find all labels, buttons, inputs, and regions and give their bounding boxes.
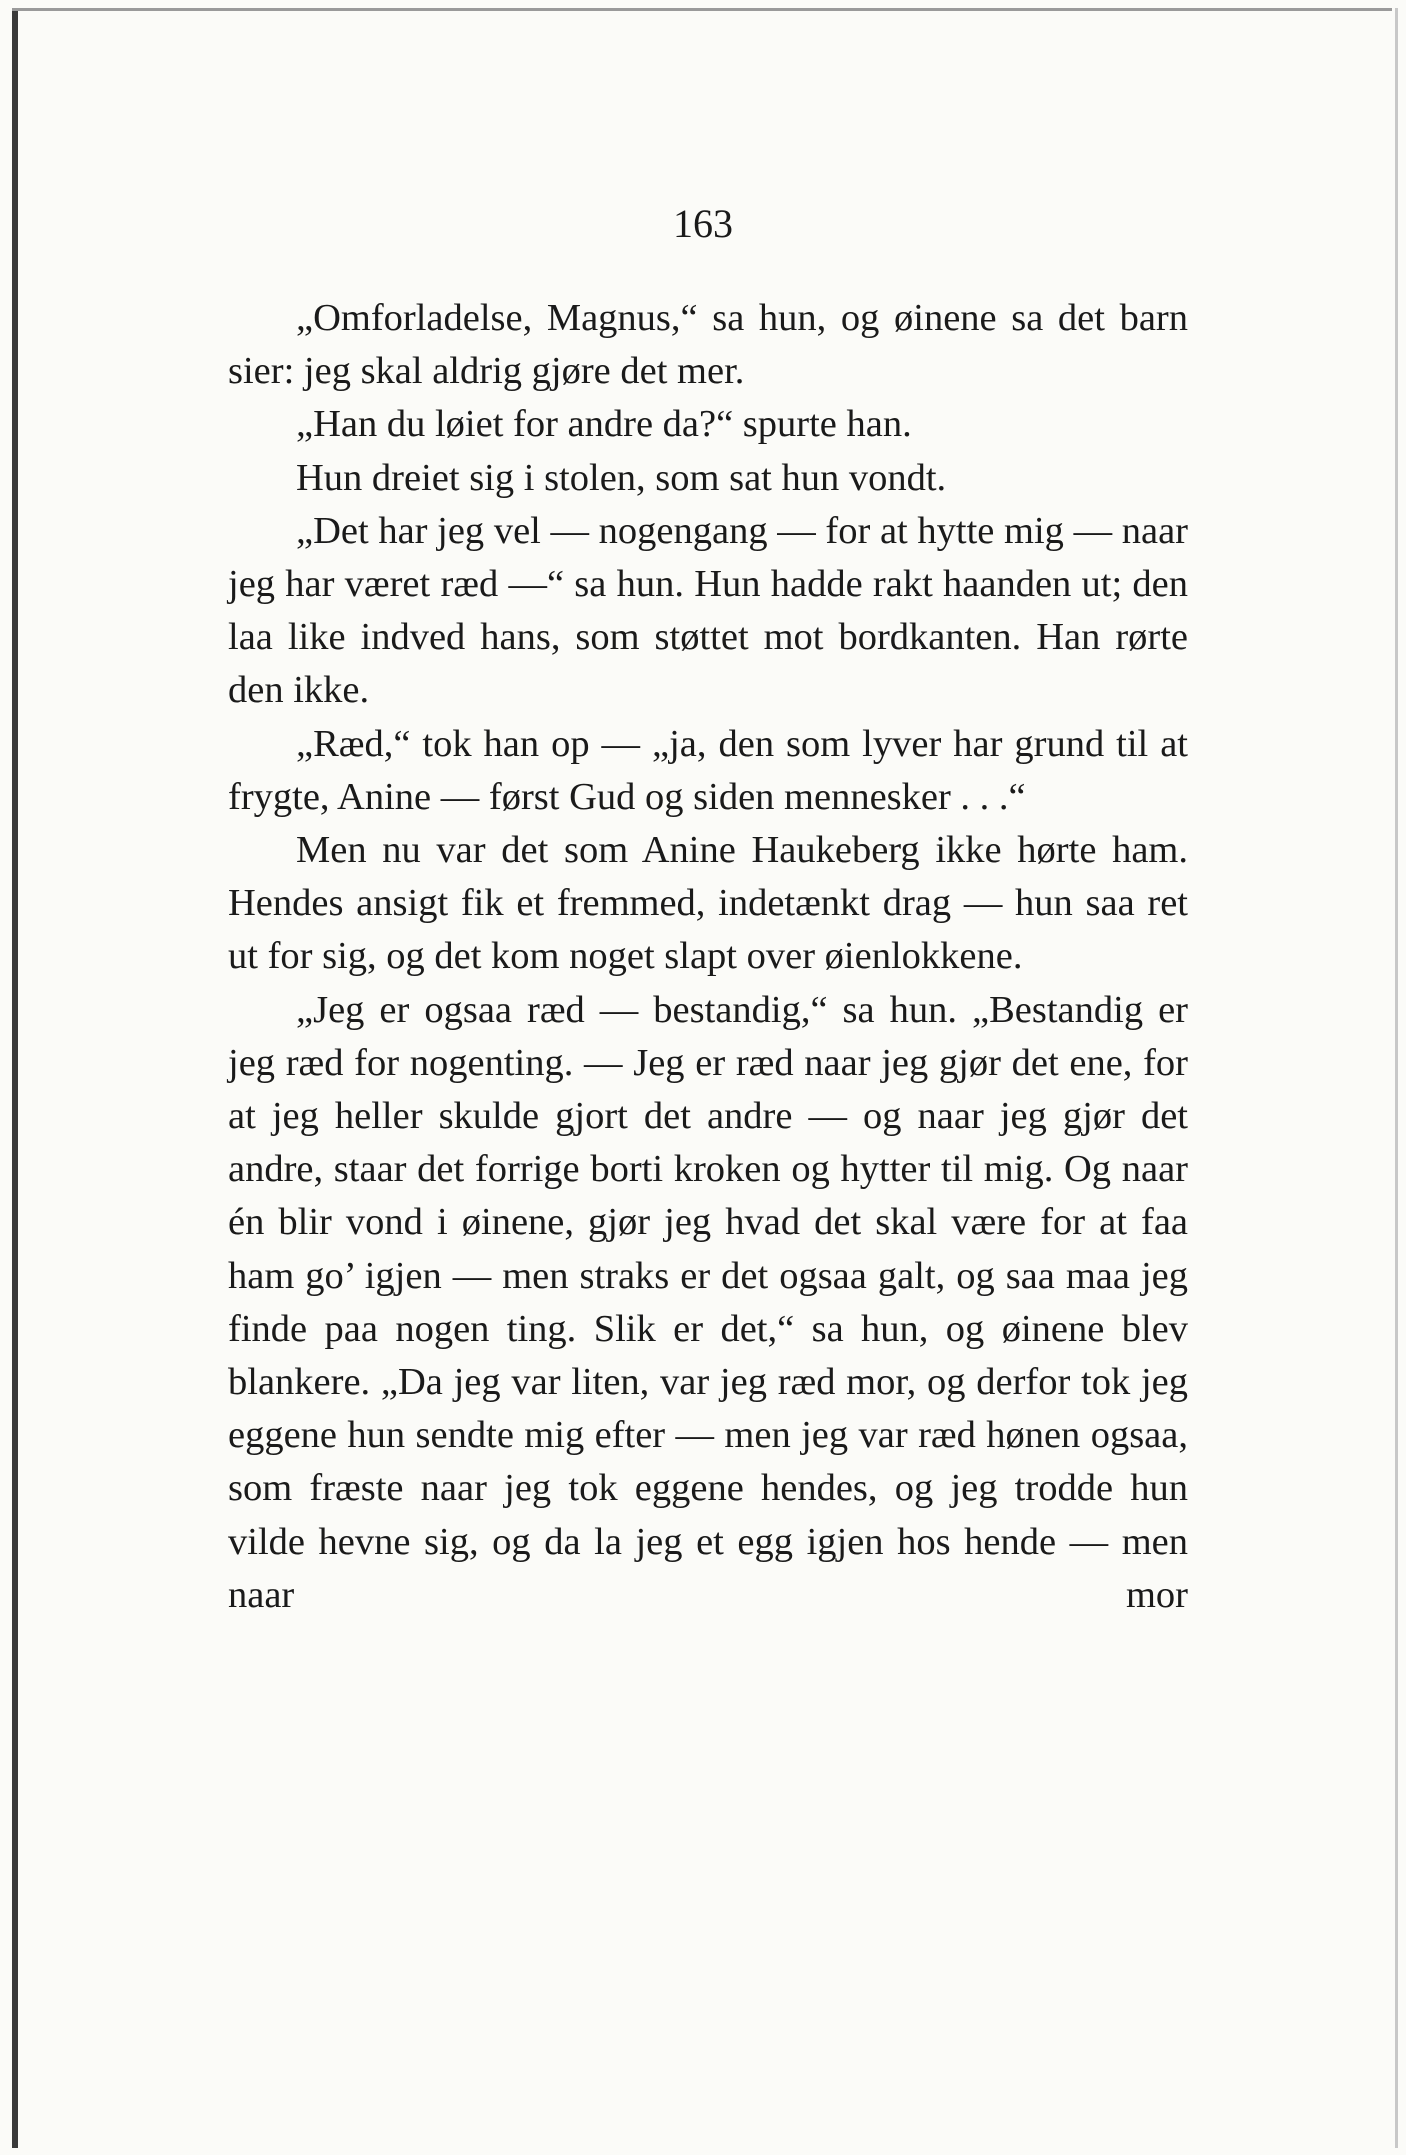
- scan-edge-top: [12, 8, 1392, 11]
- scan-edge-right: [1395, 8, 1398, 2148]
- paragraph-5: „Ræd,“ tok han op — „ja, den som lyver har grund til at frygte, Anine — først Gud og siden mennesker . . .“: [228, 722, 1188, 818]
- paragraph-4: „Det har jeg vel — nogengang — for at hytte mig — naar jeg har været ræd —“ sa hun. Hun hadde rakt haanden ut; den laa like indved hans, som støttet mot bordkanten. Han rørte den ikke.: [228, 509, 1188, 712]
- paragraph-3: Hun dreiet sig i stolen, som sat hun vondt.: [296, 456, 947, 499]
- body-text: [228, 292, 1188, 1622]
- paragraph-6: Men nu var det som Anine Haukeberg ikke hørte ham. Hendes ansigt fik et fremmed, indetænkt drag — hun saa ret ut for sig, og det kom noget slapt over øienlokkene.: [228, 829, 1188, 978]
- paragraph-2: „Han du løiet for andre da?“ spurte han.: [296, 403, 912, 446]
- paragraph-1: „Omforladelse, Magnus,“ sa hun, og øinene sa det barn sier: jeg skal aldrig gjøre det mer.: [228, 297, 1188, 393]
- paragraph-7: „Jeg er ogsaa ræd — bestandig,“ sa hun. „Bestandig er jeg ræd for nogenting. — Jeg er ræd naar jeg gjør det ene, for at jeg heller skulde gjort det andre — og naar jeg gjør det andre, staar det forrige borti kroken og hytter til mig. Og naar én blir vond i øinene, gjør jeg hvad det skal være for at faa ham go’ igjen — men straks er det ogsaa galt, og saa maa jeg finde paa nogen ting. Slik er det,“ sa hun, og øinene blev blankere. „Da jeg var liten, var jeg ræd mor, og derfor tok jeg eggene hun sendte mig efter — men jeg var ræd hønen ogsaa, som fræste naar jeg tok eggene hendes, og jeg trodde hun vilde hevne sig, og da la jeg et egg igjen hos hende — men naar mor: [228, 988, 1188, 1616]
- scan-edge-left: [12, 8, 18, 2148]
- page-number: 163: [673, 201, 733, 246]
